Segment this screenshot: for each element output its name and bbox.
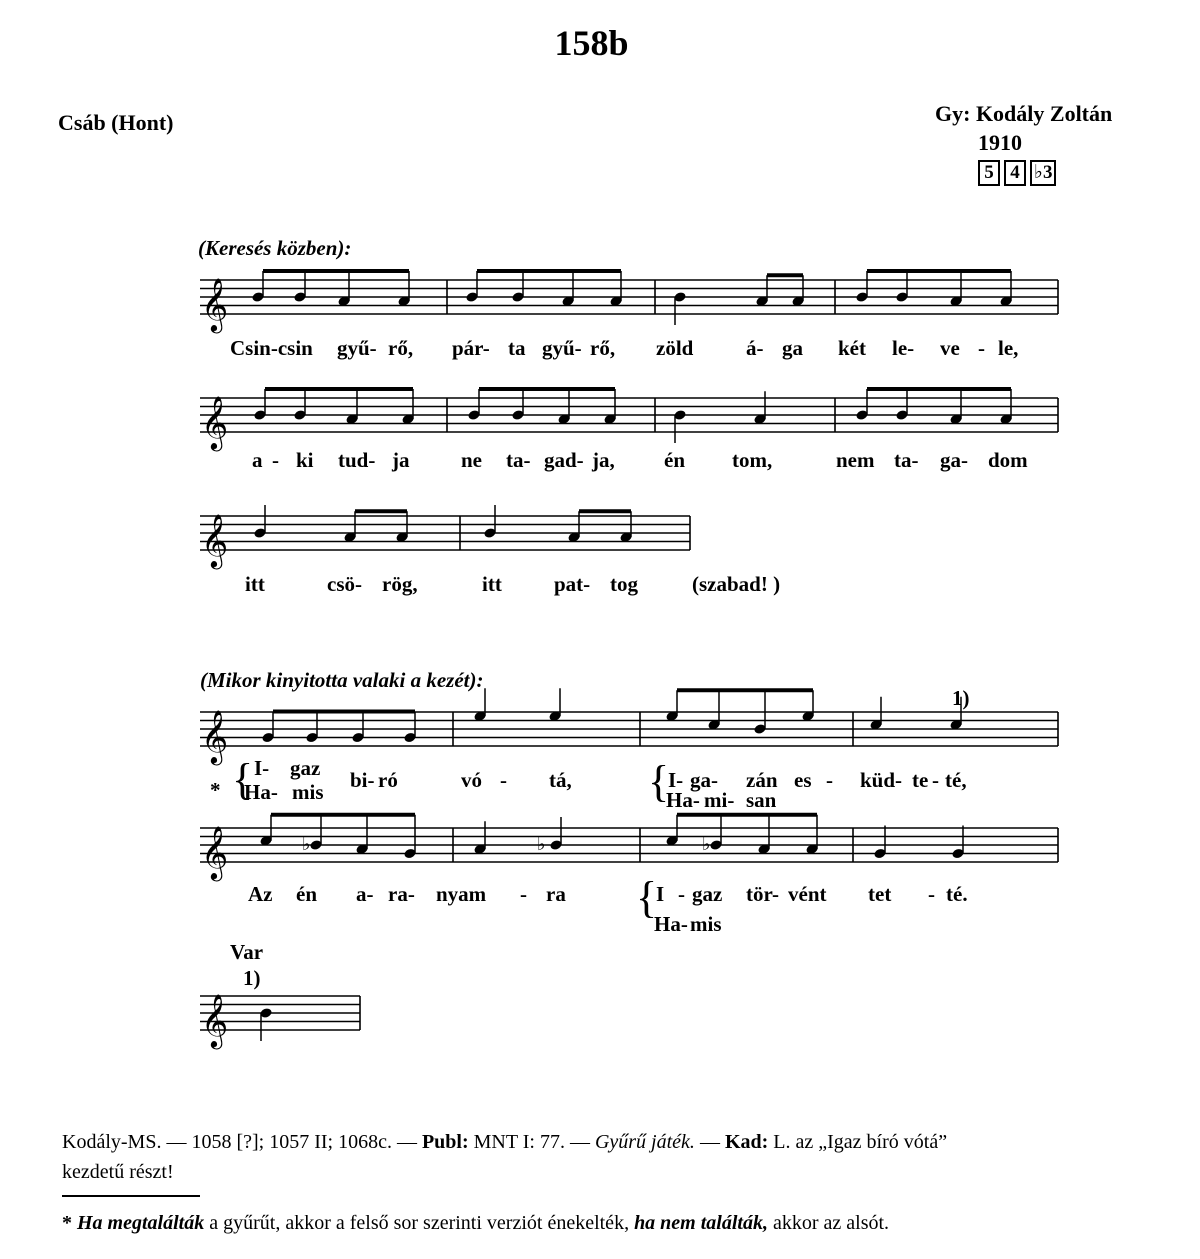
game-type: Gyűrű játék. xyxy=(594,1131,695,1153)
publ-label: Publ: xyxy=(421,1131,469,1153)
instruction-searching: (Keresés közben): xyxy=(198,236,352,260)
lyric-syllable: ra xyxy=(546,882,566,906)
lyric-syllable: a xyxy=(252,448,263,472)
lyric-syllable: mi- xyxy=(704,788,735,812)
cadence-code: ♭3 xyxy=(1030,160,1056,186)
lyric-syllable: - xyxy=(978,336,985,360)
footnote-divider xyxy=(62,1195,200,1197)
lyric-syllable: zöld xyxy=(656,336,694,360)
lyric-syllable: - xyxy=(826,768,833,792)
lyric-syllable: itt xyxy=(245,572,265,596)
lyric-syllable: két xyxy=(838,336,866,360)
footnote-mark: 1) xyxy=(952,686,970,710)
lyric-syllable: én xyxy=(296,882,317,906)
source-notes xyxy=(62,1127,1142,1187)
lyric-syllable: tet xyxy=(868,882,892,906)
kad-label: Kad: xyxy=(724,1131,769,1153)
variant-label: Var xyxy=(230,940,264,964)
lyric-syllable: I- xyxy=(254,756,270,780)
flat-sign: ♭ xyxy=(537,834,546,855)
lyric-syllable: pat- xyxy=(554,572,591,596)
lyric-syllable: Csin-csin xyxy=(230,336,313,360)
lyric-syllable: le, xyxy=(998,336,1019,360)
footnote-italic: Ha megtalálták xyxy=(77,1212,205,1234)
lyric-syllable: es xyxy=(794,768,812,792)
footnote-text: a gyűrűt, akkor a felső sor szerinti verziót énekelték, xyxy=(209,1212,630,1234)
lyric-syllable: én xyxy=(664,448,685,472)
lyric-syllable: tá, xyxy=(549,768,572,792)
lyric-syllable: rő, xyxy=(590,336,616,360)
lyric-syllable: Ha- xyxy=(244,780,278,804)
lyric-syllable: gad- xyxy=(544,448,584,472)
lyric-syllable: ki xyxy=(296,448,314,472)
lyric-syllable: san xyxy=(746,788,777,812)
lyric-syllable: - xyxy=(932,768,939,792)
lyric-syllable: Ha- xyxy=(666,788,700,812)
lyric-syllable: pár- xyxy=(452,336,490,360)
brace: { xyxy=(232,755,254,804)
lyric-syllable: te xyxy=(912,768,929,792)
lyric-syllable: mis xyxy=(690,912,722,936)
lyric-syllable: vént xyxy=(788,882,827,906)
variant-footnote-mark: 1) xyxy=(243,966,261,990)
lyric-syllable: té, xyxy=(945,768,967,792)
lyric-syllable: vó xyxy=(461,768,482,792)
lyric-syllable: á- xyxy=(746,336,764,360)
lyric-syllable: rög, xyxy=(382,572,418,596)
lyric-syllable: té. xyxy=(946,882,968,906)
lyric-syllable: ga- xyxy=(940,448,968,472)
source-refs: Kodály-MS. — 1058 [?]; 1057 II; 1068c. — xyxy=(62,1131,417,1153)
lyric-syllable: ta- xyxy=(894,448,919,472)
treble-clef: 𝄞 xyxy=(201,513,229,567)
year-label: 1910 xyxy=(978,130,1022,155)
treble-clef: 𝄞 xyxy=(201,395,229,449)
treble-clef: 𝄞 xyxy=(201,993,229,1047)
lyric-syllable: itt xyxy=(482,572,502,596)
lyric-syllable: (szabad! ) xyxy=(692,572,781,596)
dash: — xyxy=(699,1131,720,1153)
treble-clef: 𝄞 xyxy=(201,825,229,879)
lyric-syllable: tom, xyxy=(732,448,773,472)
lyric-syllable: - xyxy=(272,448,279,472)
brace: { xyxy=(648,757,670,806)
lyric-syllable: mis xyxy=(292,780,324,804)
lyric-syllable: a- xyxy=(356,882,374,906)
lyric-syllable: tud- xyxy=(338,448,376,472)
footnote xyxy=(62,1212,889,1235)
lyric-syllable: ra- xyxy=(388,882,415,906)
source-continued: kezdetű részt! xyxy=(62,1161,174,1183)
lyric-syllable: gyű- xyxy=(337,336,377,360)
lyric-syllable: I- xyxy=(668,768,684,792)
treble-clef: 𝄞 xyxy=(201,277,229,331)
cadence-code: 5 xyxy=(978,160,1000,186)
lyric-syllable: - xyxy=(500,768,507,792)
lyric-syllable: ne xyxy=(461,448,482,472)
footnote-star: * xyxy=(62,1212,72,1234)
lyric-syllable: le- xyxy=(892,336,915,360)
page-title: 158b xyxy=(554,23,629,63)
brace: { xyxy=(636,873,658,922)
place-label: Csáb (Hont) xyxy=(58,110,174,135)
lyric-syllable: csö- xyxy=(327,572,362,596)
lyric-syllable: bi- xyxy=(350,768,375,792)
publ-text: MNT I: 77. — xyxy=(473,1131,590,1153)
lyric-syllable: ve xyxy=(940,336,960,360)
lyric-syllable: gaz xyxy=(692,882,723,906)
collector-label: Gy: Kodály Zoltán xyxy=(935,101,1113,126)
lyric-syllable: - xyxy=(928,882,935,906)
lyric-syllable: ró xyxy=(378,768,398,792)
lyric-syllable: Ha- xyxy=(654,912,688,936)
lyric-syllable: gaz xyxy=(290,756,321,780)
lyric-syllable: I xyxy=(656,882,665,906)
lyric-syllable: ta xyxy=(508,336,526,360)
instruction-opening: (Mikor kinyitotta valaki a kezét): xyxy=(200,668,484,692)
lyric-syllable: nyam xyxy=(436,882,487,906)
lyric-syllable: ta- xyxy=(506,448,531,472)
footnote-italic: ha nem találták, xyxy=(634,1212,768,1234)
lyric-syllable: ja, xyxy=(592,448,615,472)
treble-clef: 𝄞 xyxy=(201,709,229,763)
lyric-syllable: ga- xyxy=(690,768,718,792)
lyric-syllable: gyű- xyxy=(542,336,582,360)
flat-sign: ♭ xyxy=(702,834,711,855)
flat-sign: ♭ xyxy=(302,834,311,855)
lyric-syllable: - xyxy=(520,882,527,906)
lyric-syllable: zán xyxy=(746,768,778,792)
kad-text: L. az „Igaz bíró vótá” xyxy=(773,1131,948,1153)
lyric-syllable: ja xyxy=(392,448,410,472)
cadence-code: 4 xyxy=(1004,160,1026,186)
lyric-syllable: rő, xyxy=(388,336,414,360)
lyric-syllable: - xyxy=(678,882,685,906)
lyric-syllable: nem xyxy=(836,448,875,472)
footnote-text: akkor az alsót. xyxy=(772,1212,890,1234)
lyric-syllable: küd- xyxy=(860,768,903,792)
lyric-syllable: ga xyxy=(782,336,803,360)
lyric-syllable: tog xyxy=(610,572,638,596)
lyric-syllable: tör- xyxy=(746,882,780,906)
lyric-syllable: Az xyxy=(248,882,273,906)
footnote-star: * xyxy=(210,778,221,802)
lyric-syllable: dom xyxy=(988,448,1028,472)
